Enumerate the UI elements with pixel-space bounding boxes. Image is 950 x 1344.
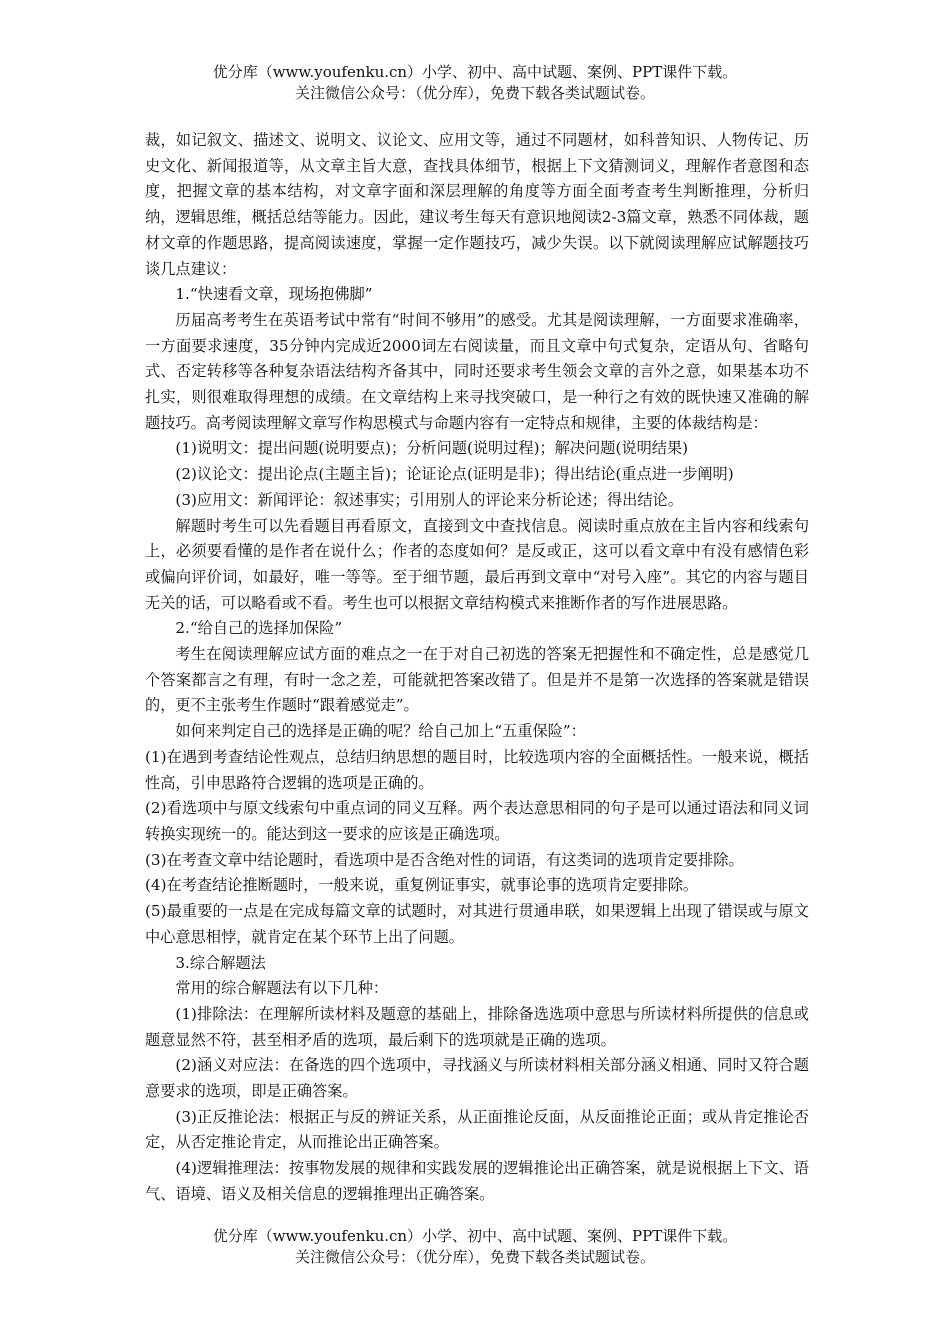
section-heading-2: 2.“给自己的选择加保险”	[175, 619, 343, 638]
list-item-method-inference: (3)正反推论法：根据正与反的辨证关系，从正面推论反面，从反面推论正面；或从肯定推论否定，从否定推论肯定，从而推论出正确答案。	[145, 1107, 809, 1152]
section-heading-3: 3.综合解题法	[175, 953, 266, 972]
section-heading-1: 1.“快速看文章，现场抱佛脚”	[175, 285, 373, 304]
footer-wechat-line: 关注微信公众号：（优分库），免费下载各类试题试卷。	[294, 1248, 655, 1266]
list-item-insurance-5: (5)最重要的一点是在完成每篇文章的试题时，对其进行贯通串联，如果逻辑上出现了错误或与原文中心意思相悖，就肯定在某个环节上出了问题。	[145, 902, 809, 946]
page-header	[0, 62, 950, 104]
header-wechat-line: 关注微信公众号：（优分库），免费下载各类试题试卷。	[294, 84, 655, 102]
document-body	[145, 128, 809, 1208]
list-item-insurance-2: (2)看选项中与原文线索句中重点词的同义互释。两个表达意思相同的句子是可以通过语法和同义词转换实现统一的。能达到这一要求的应该是正确选项。	[145, 799, 809, 843]
paragraph-time-pressure: 历届高考考生在英语考试中常有“时间不够用”的感受。尤其是阅读理解，一方面要求准确率，一方面要求速度，35分钟内完成近2000词左右阅读量，而且文章中句式复杂，定语从句、省略句式、否定转移等各种复杂语法结构齐备其中，同时还要求考生领会文章的言外之意，如果基本功不扎实，则很难取得理想的成绩。在文章结构上来寻找突破口，是一种行之有效的既快速又准确的解题技巧。高考阅读理解文章写作构思模式与命题内容有一定特点和规律，主要的体裁结构是：	[145, 310, 809, 432]
list-item-method-elimination: (1)排除法：在理解所读材料及题意的基础上，排除备选选项中意思与所读材料所提供的信息或题意显然不符，甚至相矛盾的选项，最后剩下的选项就是正确的选项。	[145, 1004, 809, 1049]
footer-site-line: 优分库（www.youfenku.cn）小学、初中、高中试题、案例、PPT课件下载。	[212, 1227, 738, 1245]
header-site-line: 优分库（www.youfenku.cn）小学、初中、高中试题、案例、PPT课件下载。	[212, 63, 738, 81]
list-item-expository: (1)说明文：提出问题(说明要点)；分析问题(说明过程)；解决问题(说明结果)	[175, 439, 689, 458]
list-item-practical: (3)应用文：新闻评论：叙述事实；引用别人的评论来分析论述；得出结论。	[175, 490, 683, 509]
list-item-method-logic: (4)逻辑推理法：按事物发展的规律和实践发展的逻辑推论出正确答案，就是说根据上下文、语气、语境、语义及相关信息的逻辑推理出正确答案。	[145, 1159, 809, 1203]
paragraph-five-insurances: 如何来判定自己的选择是正确的呢？给自己加上“五重保险”：	[175, 722, 586, 741]
list-item-argumentative: (2)议论文：提出论点(主题主旨)；论证论点(证明是非)；得出结论(重点进一步阐明)	[175, 465, 734, 484]
list-item-insurance-4: (4)在考查结论推断题时，一般来说，重复例证事实，就事论事的选项肯定要排除。	[145, 876, 699, 895]
list-item-insurance-1: (1)在遇到考查结论性观点，总结归纳思想的题目时，比较选项内容的全面概括性。一般来说，概括性高，引申思路符合逻辑的选项是正确的。	[145, 747, 809, 792]
page-footer	[0, 1226, 950, 1268]
paragraph-intro: 裁，如记叙文、描述文、说明文、议论文、应用文等，通过不同题材，如科普知识、人物传记、历史文化、新闻报道等，从文章主旨大意，查找具体细节，根据上下文猜测词义，理解作者意图和态度，把握文章的基本结构，对文章字面和深层理解的角度等方面全面考查考生判断推理，分析归纳，逻辑思维，概括总结等能力。因此，建议考生每天有意识地阅读2-3篇文章，熟悉不同体裁，题材文章的作题思路，提高阅读速度，掌握一定作题技巧，减少失误。以下就阅读理解应试解题技巧谈几点建议：	[145, 131, 809, 278]
paragraph-solving-tips: 解题时考生可以先看题目再看原文，直接到文中查找信息。阅读时重点放在主旨内容和线索句上，必须要看懂的是作者在说什么；作者的态度如何？是反或正，这可以看文章中有没有感情色彩或偏向评价词，如最好，唯一等等。至于细节题，最后再到文章中“对号入座”。其它的内容与题目无关的话，可以略看或不看。考生也可以根据文章结构模式来推断作者的写作进展思路。	[145, 516, 809, 612]
paragraph-methods-intro: 常用的综合解题法有以下几种：	[175, 979, 389, 998]
paragraph-uncertainty: 考生在阅读理解应试方面的难点之一在于对自己初选的答案无把握性和不确定性，总是感觉几个答案都言之有理，有时一念之差，可能就把答案改错了。但是并不是第一次选择的答案就是错误的，更不主张考生作题时“跟着感觉走”。	[145, 645, 809, 715]
list-item-insurance-3: (3)在考查文章中结论题时，看选项中是否含绝对性的词语，有这类词的选项肯定要排除。	[145, 850, 744, 869]
list-item-method-correspondence: (2)涵义对应法：在备选的四个选项中，寻找涵义与所读材料相关部分涵义相通、同时又符合题意要求的选项，即是正确答案。	[145, 1056, 809, 1101]
